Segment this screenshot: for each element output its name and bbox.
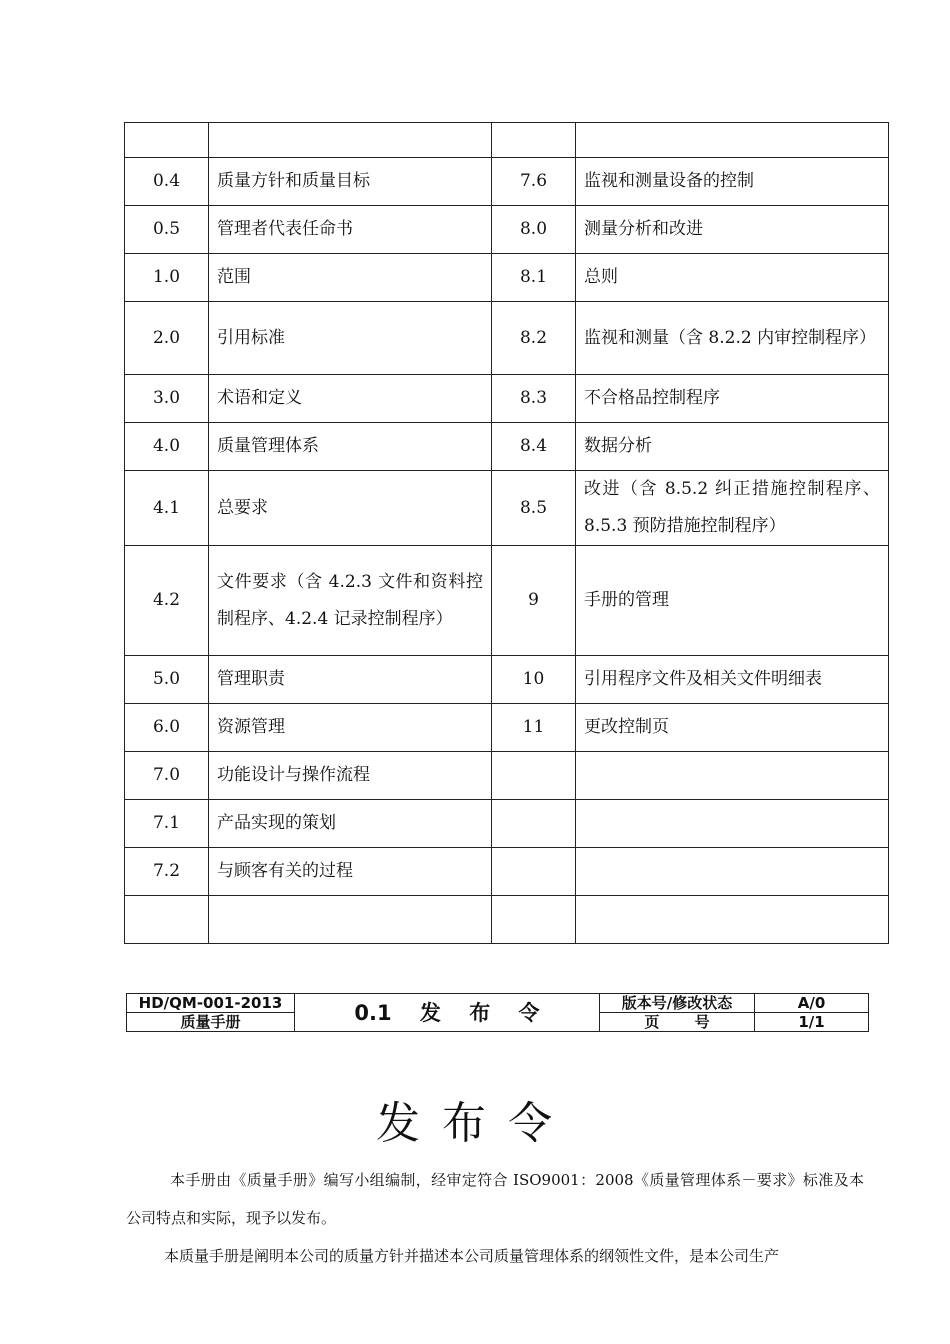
toc-section-title: 范围: [209, 254, 492, 302]
toc-section-number: 6.0: [125, 704, 209, 752]
toc-row: [125, 206, 889, 254]
toc-section-number: 8.1: [492, 254, 576, 302]
toc-section-number: 7.6: [492, 158, 576, 206]
toc-row: [125, 471, 889, 546]
toc-section-number: 7.1: [125, 800, 209, 848]
toc-section-number: [492, 123, 576, 158]
toc-section-number: 8.3: [492, 375, 576, 423]
toc-section-number: [492, 848, 576, 896]
toc-section-number: 8.5: [492, 471, 576, 546]
toc-row: [125, 158, 889, 206]
toc-section-number: 11: [492, 704, 576, 752]
toc-section-number: [492, 896, 576, 944]
toc-row: [125, 546, 889, 656]
toc-section-number: 9: [492, 546, 576, 656]
toc-section-number: 4.2: [125, 546, 209, 656]
manual-name: 质量手册: [127, 1013, 295, 1032]
doc-number: HD/QM-001-2013: [127, 994, 295, 1013]
toc-row: [125, 704, 889, 752]
toc-section-title: 改进（含 8.5.2 纠正措施控制程序、8.5.3 预防措施控制程序）: [576, 471, 889, 546]
toc-section-number: [125, 896, 209, 944]
toc-section-number: 10: [492, 656, 576, 704]
toc-section-title: 资源管理: [209, 704, 492, 752]
toc-section-title: 监视和测量设备的控制: [576, 158, 889, 206]
toc-section-title: 功能设计与操作流程: [209, 752, 492, 800]
section-title: 0.1 发 布 令: [295, 994, 600, 1032]
toc-section-title: 引用程序文件及相关文件明细表: [576, 656, 889, 704]
toc-section-number: 8.4: [492, 423, 576, 471]
toc-section-number: 8.2: [492, 302, 576, 375]
toc-section-title: [576, 123, 889, 158]
toc-section-title: 文件要求（含 4.2.3 文件和资料控制程序、4.2.4 记录控制程序）: [209, 546, 492, 656]
toc-section-title: 术语和定义: [209, 375, 492, 423]
notice-title: 发布令: [376, 1098, 574, 1149]
page-label: 页 号: [600, 1013, 755, 1032]
toc-section-number: 0.4: [125, 158, 209, 206]
toc-section-title: 总则: [576, 254, 889, 302]
version-label: 版本号/修改状态: [600, 994, 755, 1013]
document-header: [126, 993, 869, 1032]
toc-section-number: [492, 752, 576, 800]
toc-section-title: [576, 848, 889, 896]
toc-section-number: 2.0: [125, 302, 209, 375]
toc-row: [125, 123, 889, 158]
toc-row: [125, 656, 889, 704]
toc-table: [124, 122, 889, 944]
toc-row: [125, 848, 889, 896]
toc-row: [125, 254, 889, 302]
toc-section-number: 7.0: [125, 752, 209, 800]
toc-section-title: 不合格品控制程序: [576, 375, 889, 423]
toc-section-title: 质量管理体系: [209, 423, 492, 471]
toc-section-title: 管理者代表任命书: [209, 206, 492, 254]
page-value: 1/1: [755, 1013, 869, 1032]
toc-row: [125, 375, 889, 423]
toc-section-number: 4.1: [125, 471, 209, 546]
toc-section-number: 3.0: [125, 375, 209, 423]
toc-section-number: 7.2: [125, 848, 209, 896]
toc-section-title: [576, 752, 889, 800]
toc-section-number: 0.5: [125, 206, 209, 254]
notice-paragraph-1: 本手册由《质量手册》编写小组编制，经审定符合 ISO9001：2008《质量管理体系－要求》标准及本公司特点和实际，现予以发布。: [126, 1171, 864, 1227]
version-value: A/0: [755, 994, 869, 1013]
toc-section-title: 产品实现的策划: [209, 800, 492, 848]
toc-section-title: 质量方针和质量目标: [209, 158, 492, 206]
toc-section-title: 管理职责: [209, 656, 492, 704]
toc-section-number: 4.0: [125, 423, 209, 471]
toc-section-number: 5.0: [125, 656, 209, 704]
toc-section-title: 与顾客有关的过程: [209, 848, 492, 896]
toc-body: [125, 123, 889, 944]
toc-section-number: 8.0: [492, 206, 576, 254]
notice-paragraph-2: 本质量手册是阐明本公司的质量方针并描述本公司质量管理体系的纲领性文件，是本公司生产: [164, 1247, 780, 1265]
toc-section-title: 测量分析和改进: [576, 206, 889, 254]
toc-section-title: 更改控制页: [576, 704, 889, 752]
toc-row: [125, 896, 889, 944]
toc-section-number: [125, 123, 209, 158]
toc-row: [125, 302, 889, 375]
toc-section-number: 1.0: [125, 254, 209, 302]
toc-section-title: 监视和测量（含 8.2.2 内审控制程序）: [576, 302, 889, 375]
toc-section-title: [209, 896, 492, 944]
toc-section-number: [492, 800, 576, 848]
toc-section-title: [576, 896, 889, 944]
toc-row: [125, 423, 889, 471]
toc-section-title: 手册的管理: [576, 546, 889, 656]
toc-section-title: 引用标准: [209, 302, 492, 375]
toc-row: [125, 800, 889, 848]
toc-section-title: [209, 123, 492, 158]
toc-section-title: 总要求: [209, 471, 492, 546]
toc-row: [125, 752, 889, 800]
toc-section-title: [576, 800, 889, 848]
toc-section-title: 数据分析: [576, 423, 889, 471]
